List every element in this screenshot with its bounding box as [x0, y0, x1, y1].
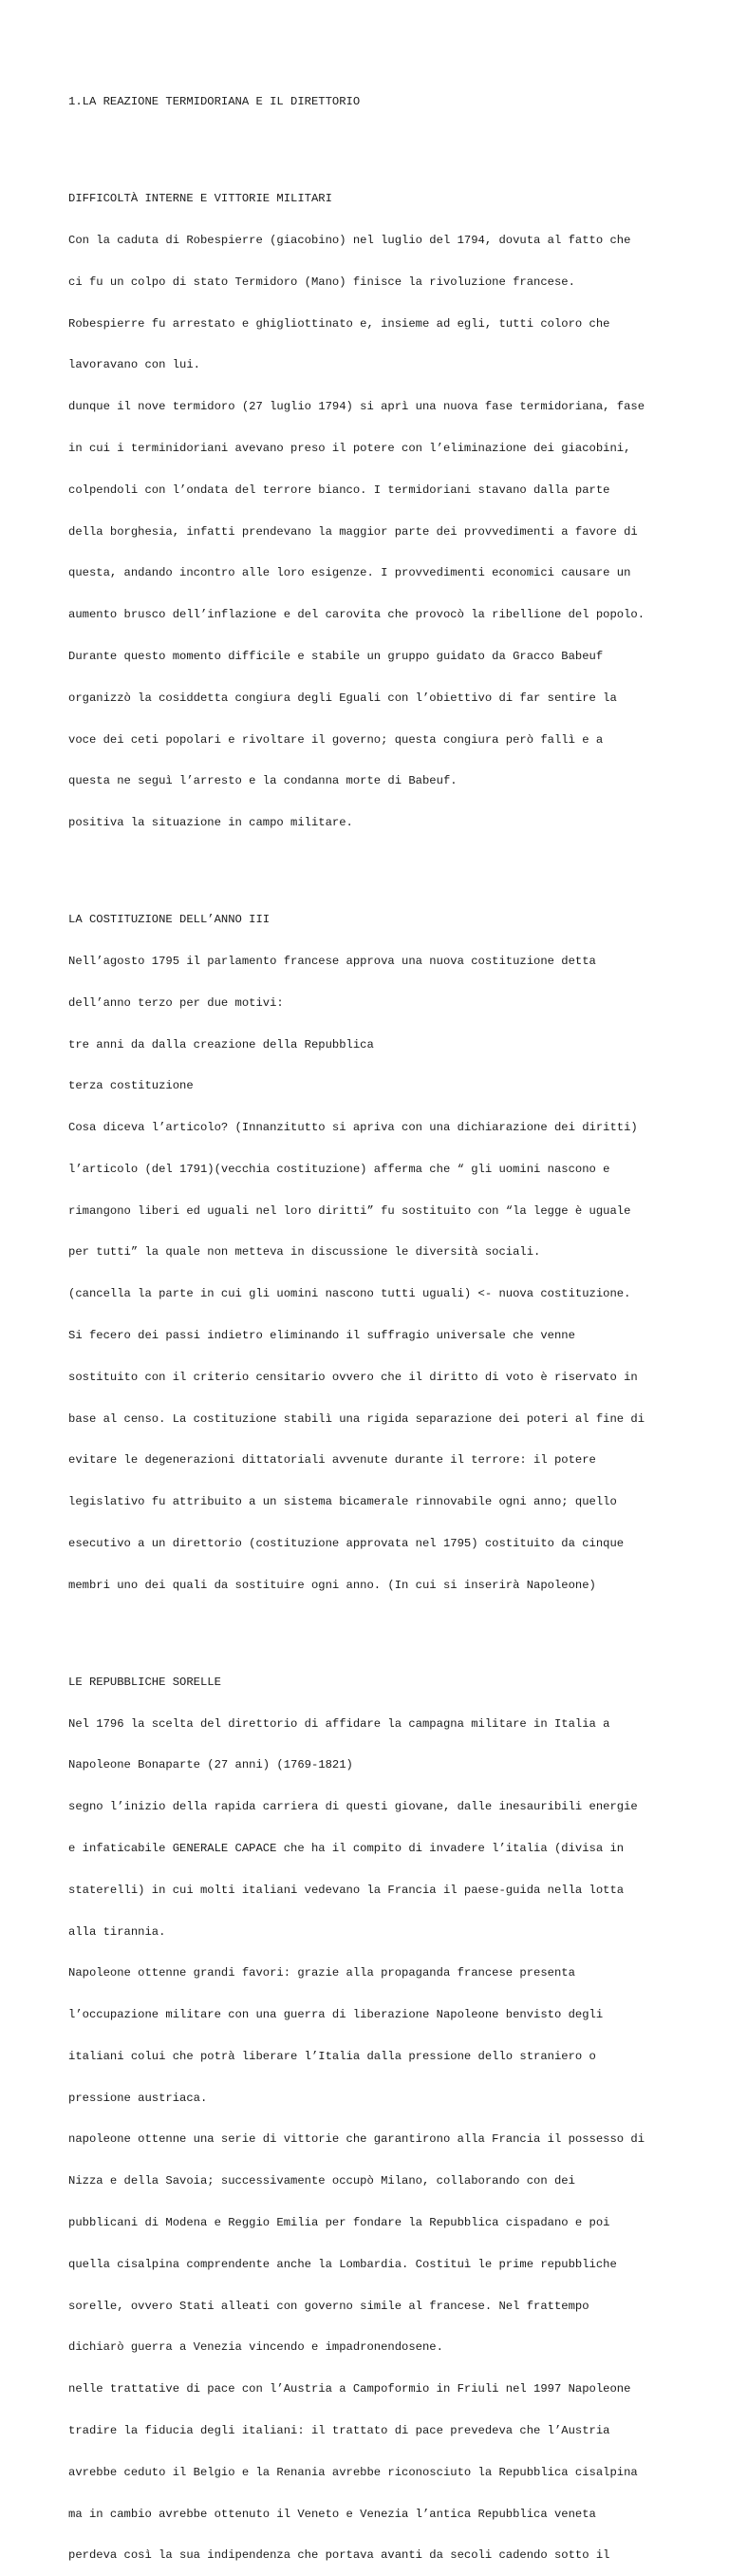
section-heading: LE REPUBBLICHE SORELLE [68, 1675, 221, 1689]
paragraph-line: italiani colui che potrà liberare l’Italia dalla pressione dello straniero o [68, 2049, 596, 2063]
paragraph-line: sorelle, ovvero Stati alleati con governo simile al francese. Nel frattempo [68, 2299, 589, 2313]
paragraph-line: questa, andando incontro alle loro esigenze. I provvedimenti economici causare un [68, 566, 631, 580]
blank-line [68, 858, 676, 872]
paragraph-line: voce dei ceti popolari e rivoltare il governo; questa congiura però fallì e a [68, 732, 604, 747]
paragraph-line: lavoravano con lui. [68, 358, 200, 372]
paragraph-line: alla tirannia. [68, 1924, 166, 1939]
paragraph-line: Si fecero dei passi indietro eliminando il suffragio universale che venne [68, 1329, 575, 1343]
paragraph-line: l’occupazione militare con una guerra di liberazione Napoleone benvisto degli [68, 2008, 604, 2022]
paragraph-line: membri uno dei quali da sostituire ogni anno. (In cui si inserirà Napoleone) [68, 1578, 596, 1592]
paragraph-line: l’articolo (del 1791)(vecchia costituzione) afferma che “ gli uomini nascono e [68, 1162, 610, 1176]
paragraph-line: staterelli) in cui molti italiani vedevano la Francia il paese-guida nella lotta [68, 1883, 625, 1897]
paragraph-line: base al censo. La costituzione stabilì una rigida separazione dei poteri al fine di [68, 1411, 645, 1426]
section-heading: DIFFICOLTÀ INTERNE E VITTORIE MILITARI [68, 192, 332, 206]
paragraph-line: in cui i terminidoriani avevano preso il potere con l’eliminazione dei giacobini, [68, 442, 631, 456]
paragraph-line: Con la caduta di Robespierre (giacobino) nel luglio del 1794, dovuta al fatto che [68, 234, 631, 248]
paragraph-line: tre anni da dalla creazione della Repubblica [68, 1037, 374, 1051]
paragraph-line: dell’anno terzo per due motivi: [68, 995, 284, 1010]
paragraph-line: organizzò la cosiddetta congiura degli Eguali con l’obiettivo di far sentire la [68, 691, 617, 705]
paragraph-line: Napoleone Bonaparte (27 anni) (1769-1821) [68, 1758, 353, 1772]
paragraph-line: della borghesia, infatti prendevano la maggior parte dei provvedimenti a favore di [68, 524, 638, 539]
paragraph-line: legislativo fu attribuito a un sistema bicamerale rinnovabile ogni anno; quello [68, 1495, 617, 1509]
paragraph-line: e infaticabile GENERALE CAPACE che ha il compito di invadere l’italia (divisa in [68, 1842, 625, 1855]
paragraph-line: rimangono liberi ed uguali nel loro diritti” fu sostituito con “la legge è uguale [68, 1203, 631, 1218]
paragraph-line: sostituito con il criterio censitario ovvero che il diritto di voto è riservato in [68, 1370, 638, 1384]
paragraph-line: quella cisalpina comprendente anche la Lombardia. Costituì le prime repubbliche [68, 2257, 617, 2271]
section-heading: LA COSTITUZIONE DELL’ANNO III [68, 913, 271, 927]
paragraph-line: perdeva così la sua indipendenza che portava avanti da secoli cadendo sotto il [68, 2548, 610, 2563]
paragraph-line: colpendoli con l’ondata del terrore bianco. I termidoriani stavano dalla parte [68, 483, 610, 497]
paragraph-line: pressione austriaca. [68, 2091, 208, 2105]
paragraph-line: terza costituzione [68, 1079, 194, 1093]
blank-line [68, 1620, 676, 1635]
paragraph-line: dunque il nove termidoro (27 luglio 1794) si aprì una nuova fase termidoriana, fase [68, 400, 645, 414]
paragraph-line: dichiarò guerra a Venezia vincendo e impadronendosene. [68, 2340, 443, 2355]
paragraph-line: napoleone ottenne una serie di vittorie che garantirono alla Francia il possesso di [68, 2132, 645, 2147]
paragraph-line: evitare le degenerazioni dittatoriali avvenute durante il terrore: il potere [68, 1453, 596, 1468]
paragraph-line: Nizza e della Savoia; successivamente occupò Milano, collaborando con dei [68, 2174, 575, 2188]
paragraph-line: Durante questo momento difficile e stabile un gruppo guidato da Gracco Babeuf [68, 649, 604, 663]
paragraph-line: Nell’agosto 1795 il parlamento francese approva una nuova costituzione detta [68, 955, 596, 968]
paragraph-line: Nel 1796 la scelta del direttorio di affidare la campagna militare in Italia a [68, 1716, 610, 1731]
document-title: 1.LA REAZIONE TERMIDORIANA E IL DIRETTORIO [68, 95, 361, 109]
paragraph-line: (cancella la parte in cui gli uomini nascono tutti uguali) <- nuova costituzione. [68, 1287, 631, 1301]
paragraph-line: nelle trattative di pace con l’Austria a Campoformio in Friuli nel 1997 Napoleone [68, 2382, 631, 2396]
paragraph-line: positiva la situazione in campo militare. [68, 816, 353, 830]
paragraph-line: tradire la fiducia degli italiani: il trattato di pace prevedeva che l’Austria [68, 2423, 610, 2437]
paragraph-line: per tutti” la quale non metteva in discussione le diversità sociali. [68, 1245, 541, 1260]
paragraph-line: aumento brusco dell’inflazione e del carovita che provocò la ribellione del popolo. [68, 608, 645, 622]
paragraph-line: Robespierre fu arrestato e ghigliottinato e, insieme ad egli, tutti coloro che [68, 316, 610, 331]
paragraph-line: Cosa diceva l’articolo? (Innanzitutto si apriva con una dichiarazione dei diritti) [68, 1121, 638, 1135]
paragraph-line: ci fu un colpo di stato Termidoro (Mano) finisce la rivoluzione francese. [68, 275, 575, 289]
document-page [68, 67, 676, 2576]
paragraph-line: avrebbe ceduto il Belgio e la Renania avrebbe riconosciuto la Repubblica cisalpina [68, 2465, 638, 2479]
paragraph-line: segno l’inizio della rapida carriera di questi giovane, dalle inesauribili energie [68, 1800, 638, 1814]
paragraph-line: questa ne seguì l’arresto e la condanna morte di Babeuf. [68, 774, 458, 788]
paragraph-line: Napoleone ottenne grandi favori: grazie alla propaganda francese presenta [68, 1966, 575, 1980]
blank-line [68, 137, 676, 151]
paragraph-line: pubblicani di Modena e Reggio Emilia per fondare la Repubblica cispadano e poi [68, 2216, 610, 2230]
paragraph-line: ma in cambio avrebbe ottenuto il Veneto e Venezia l’antica Repubblica veneta [68, 2507, 596, 2521]
paragraph-line: esecutivo a un direttorio (costituzione approvata nel 1795) costituito da cinque [68, 1536, 625, 1550]
